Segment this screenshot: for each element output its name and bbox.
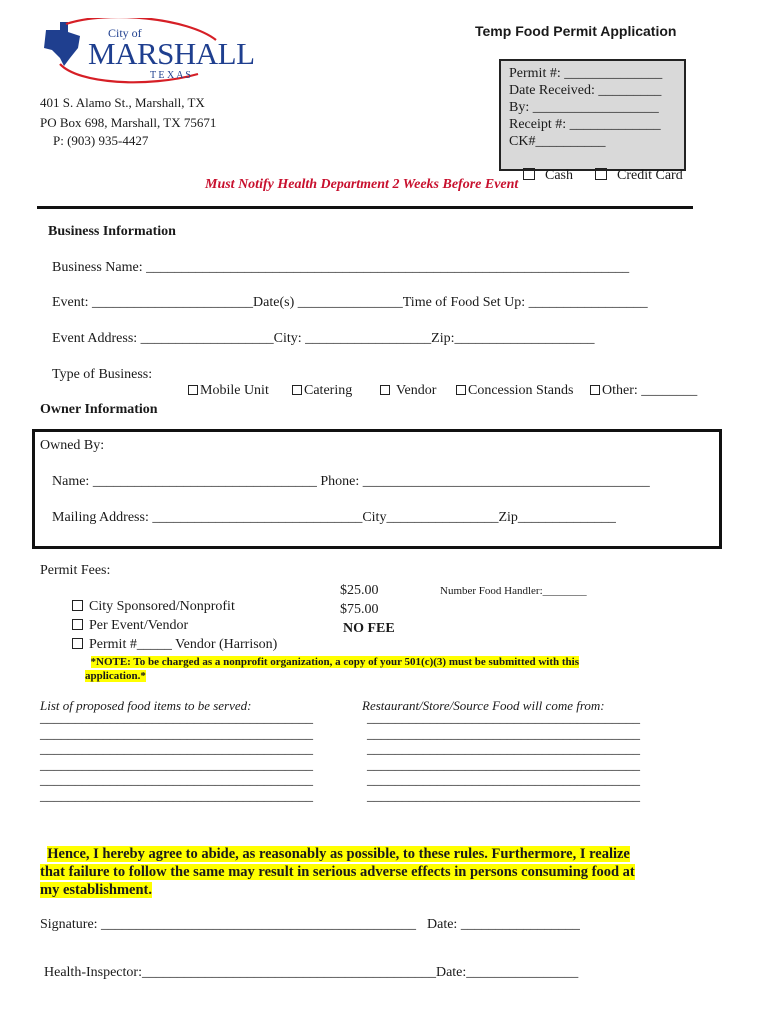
other-checkbox[interactable]	[590, 385, 600, 395]
address-line-1: 401 S. Alamo St., Marshall, TX	[40, 95, 205, 110]
concession-label: Concession Stands	[468, 383, 574, 398]
mobile-unit-label: Mobile Unit	[200, 383, 269, 398]
owned-by-label: Owned By:	[40, 438, 105, 453]
catering-checkbox[interactable]	[292, 385, 302, 395]
food-source-line[interactable]: _______________________________________	[367, 726, 640, 742]
catering-label: Catering	[304, 383, 353, 398]
logo-name: MARSHALL	[88, 36, 255, 71]
cash-label: Cash	[545, 168, 573, 183]
agreement-line-1: Hence, I hereby agree to abide, as reasonably as possible, to these rules. Furthermore, I realize	[47, 846, 630, 862]
fee-label: Permit #_____ Vendor (Harrison)	[89, 637, 278, 652]
food-item-line[interactable]: _______________________________________	[40, 726, 313, 742]
food-item-line[interactable]: _______________________________________	[40, 788, 313, 804]
office-use-box	[499, 59, 686, 183]
signature-date-field[interactable]: Date: _________________	[427, 917, 580, 932]
agreement-text	[40, 827, 635, 899]
note-line-2: application.*	[85, 670, 146, 682]
permit-fees-label: Permit Fees:	[40, 563, 111, 578]
credit-card-checkbox[interactable]	[595, 168, 607, 180]
by-field[interactable]: By: __________________	[509, 100, 659, 115]
business-info-heading: Business Information	[48, 224, 176, 239]
mobile-unit-checkbox[interactable]	[188, 385, 198, 395]
notify-notice: Must Notify Health Department 2 Weeks Before Event	[205, 177, 519, 192]
address-line-2: PO Box 698, Marshall, TX 75671	[40, 115, 217, 130]
food-item-line[interactable]: _______________________________________	[40, 757, 313, 773]
concession-checkbox[interactable]	[456, 385, 466, 395]
permit-number-field[interactable]: Permit #: ______________	[509, 66, 663, 81]
harrison-checkbox[interactable]	[72, 638, 83, 649]
city-logo	[38, 18, 255, 88]
cash-checkbox[interactable]	[523, 168, 535, 180]
event-field-line[interactable]: Event: _______________________Date(s) _______________Time of Food Set Up: _________________	[52, 295, 648, 310]
food-source-line[interactable]: _______________________________________	[367, 757, 640, 773]
fee-label: City Sponsored/Nonprofit	[89, 599, 235, 614]
ck-field[interactable]: CK#__________	[509, 134, 606, 149]
form-title: Temp Food Permit Application	[475, 23, 677, 39]
type-mobile-unit[interactable]	[181, 367, 269, 399]
food-item-line[interactable]: _______________________________________	[40, 773, 313, 788]
fee-amount: $75.00	[340, 602, 379, 617]
type-other[interactable]	[583, 367, 697, 399]
type-vendor[interactable]	[373, 367, 436, 399]
vendor-checkbox[interactable]	[380, 385, 390, 395]
food-source-lines[interactable]	[367, 711, 640, 804]
logo-state: T E X A S	[150, 70, 191, 81]
food-source-line[interactable]: _______________________________________	[367, 773, 640, 788]
fee-label: Per Event/Vendor	[89, 618, 189, 633]
food-source-line[interactable]: _______________________________________	[367, 742, 640, 757]
receipt-field[interactable]: Receipt #: _____________	[509, 117, 661, 132]
address-phone: P: (903) 935-4427	[53, 133, 149, 148]
owner-info-heading: Owner Information	[40, 402, 158, 417]
food-items-label: List of proposed food items to be served:	[40, 698, 252, 713]
agreement-line-3: my establishment.	[40, 882, 152, 898]
food-item-line[interactable]: _______________________________________	[40, 711, 313, 726]
event-address-field-line[interactable]: Event Address: ___________________City: __________________Zip:____________________	[52, 331, 595, 346]
owner-name-phone-line[interactable]: Name: ________________________________ Phone: _________________________________________	[52, 474, 650, 489]
credit-card-label: Credit Card	[617, 168, 683, 183]
food-handler-field[interactable]: Number Food Handler:________	[440, 585, 587, 597]
food-source-label: Restaurant/Store/Source Food will come from:	[362, 698, 605, 713]
type-catering[interactable]	[285, 367, 352, 399]
date-received-field[interactable]: Date Received: _________	[509, 83, 662, 98]
food-source-line[interactable]: _______________________________________	[367, 788, 640, 804]
fee-amount: NO FEE	[343, 621, 395, 636]
type-of-business-label: Type of Business:	[52, 367, 153, 382]
fee-amount: $25.00	[340, 583, 379, 598]
logo-city-of: City of	[108, 26, 142, 40]
agreement-line-2: that failure to follow the same may result in serious adverse effects in persons consuming food at	[40, 864, 635, 880]
signature-field[interactable]: Signature: _____________________________________________	[40, 917, 417, 932]
owner-mailing-line[interactable]: Mailing Address: ______________________________City________________Zip______________	[52, 510, 616, 525]
vendor-label: Vendor	[396, 383, 437, 398]
food-items-lines[interactable]	[40, 711, 313, 804]
other-label: Other: ________	[602, 383, 698, 398]
food-source-line[interactable]: _______________________________________	[367, 711, 640, 726]
health-inspector-field[interactable]: Health-Inspector:__________________________________________Date:________________	[44, 965, 579, 980]
business-name-field[interactable]: Business Name: _____________________________________________________________________	[52, 260, 630, 275]
type-concession-stands[interactable]	[449, 367, 573, 399]
food-item-line[interactable]: _______________________________________	[40, 742, 313, 757]
note-line-1: *NOTE: To be charged as a nonprofit organization, a copy of your 501(c)(3) must be submitted with this	[90, 656, 580, 668]
header-divider	[37, 206, 693, 209]
nonprofit-note	[85, 641, 579, 683]
